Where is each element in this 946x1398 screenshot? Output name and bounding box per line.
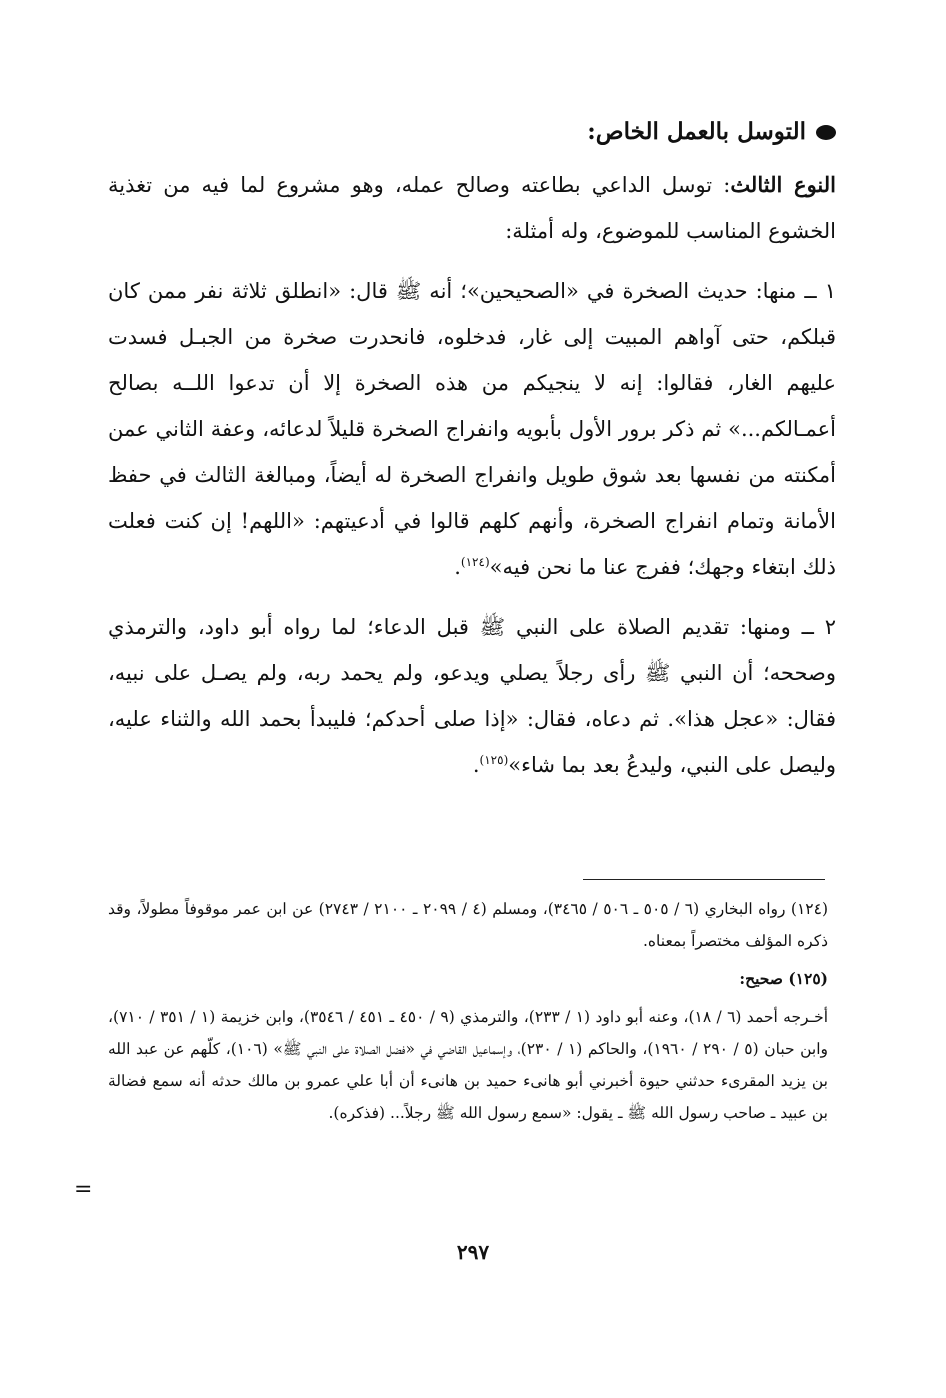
- footnote-125: أخـرجه أحمد (٦ / ١٨)، وعنه أبو داود (١ / ٢٣٣)، والترمذي (٩ / ٤٥٠ ـ ٤٥١ / ٣٥٤٦)، وابن خزيمة (١ / ٣٥١ / ٧١٠)، وابن حبان (٥ / ٢٩٠ / ١٩٦٠)، والحاكم (١ / ٢٣٠)، وإسماعيل القاضي في «فضل الصلاة على النبي ﷺ» (١٠٦)، كلّهم عن عبد الله بن يزيد المقرىء حدثني حيوة أخبرني أبو هانىء حميد بن هانىء أن أبا علي عمرو بن مالك حدثه أنه سمع فضالة بن عبيد ـ صاحب رسول الله ﷺ ـ يقول: «سمع رسول الله ﷺ رجلاً... (فذكره).: [108, 1008, 829, 1122]
- heading-title: التوسل بالعمل الخاص:: [587, 118, 806, 145]
- section-heading: [108, 112, 836, 152]
- example-2-end: .: [472, 753, 480, 777]
- example-1-end: .: [454, 555, 461, 579]
- intro-paragraph: [108, 162, 836, 254]
- footnote-125-label: (١٢٥) صحيح:: [739, 969, 828, 988]
- page-number: ٢٩٧: [456, 1240, 490, 1264]
- bullet-icon: [816, 125, 836, 140]
- continuation-mark: =: [74, 1177, 93, 1202]
- example-2-paragraph: [108, 604, 836, 788]
- footnote-divider: [583, 879, 825, 880]
- example-2-text: ٢ ــ ومنها: تقديم الصلاة على النبي ﷺ قبل الدعاء؛ لما رواه أبو داود، والترمذي وصححه؛ أن النبي ﷺ رأى رجلاً يصلي ويدعو، ولم يحمد ربه، ولم يصـل على نبيه، فقال: «عجل هذا». ثم دعاه، فقال: «إذا صلى أحدكم؛ فليبدأ بحمد الله والثناء عليه، وليصل على النبي، وليدعُ بعد بما شاء»: [108, 615, 836, 777]
- footnote-ref-125[interactable]: (١٢٥): [479, 753, 509, 767]
- footnote-125-label-line: [108, 963, 828, 995]
- footnote-ref-124[interactable]: (١٢٤): [460, 555, 490, 569]
- footnote-124: (١٢٤) رواه البخاري (٦ / ٥٠٥ ـ ٥٠٦ / ٣٤٦٥)، ومسلم (٤ / ٢٠٩٩ ـ ٢١٠٠ / ٢٧٤٣) عن ابن عمر موقوفاً مطولاً، وقد ذكره المؤلف مختصراً بمعناه.: [108, 900, 829, 950]
- intro-lead: النوع الثالث: [730, 172, 836, 197]
- example-1-paragraph: [108, 268, 836, 590]
- intro-text: : توسل الداعي بطاعته وصالح عمله، وهو مشروع لما فيه من تغذية الخشوع المناسب للموضوع، وله أمثلة:: [108, 173, 836, 243]
- example-1-text: ١ ــ منها: حديث الصخرة في «الصحيحين»؛ أنه ﷺ قال: «انطلق ثلاثة نفر ممن كان قبلكم، حتى آواهم المبيت إلى غار، فدخلوه، فانحدرت صخرة من الجبـل فسدت عليهم الغار، فقالوا: إنه لا ينجيكم من هذه الصخرة إلا أن تدعوا اللــه بصالح أعمـالكم...» ثم ذكر برور الأول بأبويه وانفراج الصخرة قليلاً لدعائه، وعفة الثاني عمن أمكنته من نفسها بعد شوق طويل وانفراج الصخرة له أيضاً، ومبالغة الثالث في حفظ الأمانة وتمام انفراج الصخرة، وأنهم كلهم قالوا في أدعيتهم: «اللهم! إن كنت فعلت ذلك ابتغاء وجهك؛ ففرج عنا ما نحن فيه»: [108, 279, 836, 579]
- main-text: [108, 112, 836, 802]
- footnotes: [108, 893, 828, 1135]
